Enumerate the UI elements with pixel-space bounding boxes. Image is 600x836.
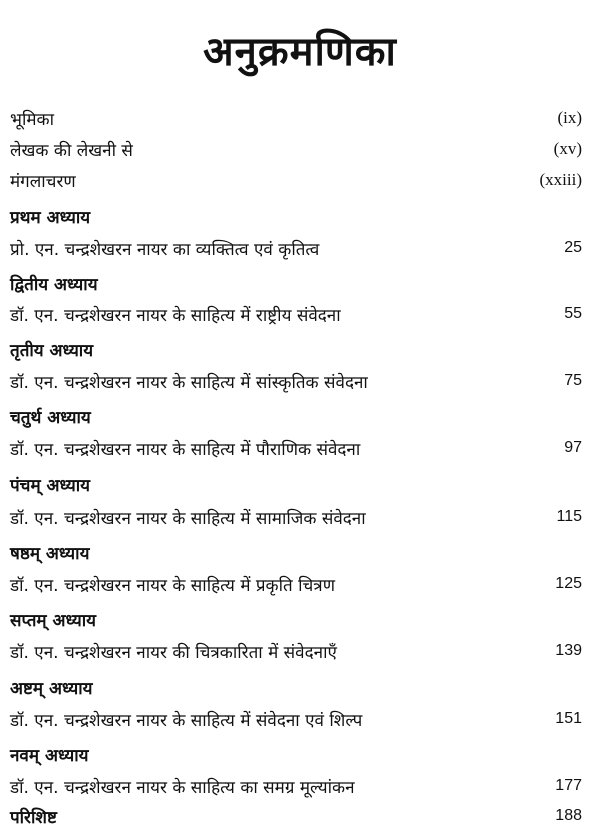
toc-entry-chapter	[10, 433, 582, 463]
toc-entry-chapter	[10, 233, 582, 263]
entry-label: प्रो. एन. चन्द्रशेखरन नायर का व्यक्तित्व एवं कृतित्व	[10, 239, 320, 260]
entry-label: डॉ. एन. चन्द्रशेखरन नायर के साहित्य में पौराणिक संवेदना	[10, 439, 361, 460]
entry-page-number: 25	[564, 239, 582, 256]
chapter-heading: अष्टम् अध्याय	[10, 678, 93, 699]
chapter-heading: द्वितीय अध्याय	[10, 274, 98, 295]
toc-entry-chapter	[10, 771, 582, 801]
chapter-heading: प्रथम अध्याय	[10, 207, 91, 228]
entry-page-number: 55	[564, 305, 582, 322]
toc-entry-appendix	[10, 801, 582, 831]
entry-label: मंगलाचरण	[10, 171, 76, 192]
entry-page-number: 177	[555, 777, 582, 794]
entry-page-number: 125	[555, 575, 582, 592]
chapter-heading: चतुर्थ अध्याय	[10, 407, 91, 428]
entry-label: डॉ. एन. चन्द्रशेखरन नायर के साहित्य में संवेदना एवं शिल्प	[10, 710, 363, 731]
toc-entry-chapter	[10, 299, 582, 329]
toc-entry-invocation	[10, 165, 582, 195]
entry-page-number: 139	[555, 642, 582, 659]
entry-label: डॉ. एन. चन्द्रशेखरन नायर के साहित्य का समग्र मूल्यांकन	[10, 777, 355, 798]
chapter-heading: षष्ठम् अध्याय	[10, 543, 90, 564]
entry-page-number: (xxiii)	[539, 170, 582, 189]
page-title: अनुक्रमणिका	[203, 29, 397, 75]
toc-entry-preface	[10, 103, 582, 133]
entry-page-number: 115	[556, 508, 582, 525]
toc-entry-chapter	[10, 366, 582, 396]
entry-label: डॉ. एन. चन्द्रशेखरन नायर के साहित्य में सांस्कृतिक संवेदना	[10, 372, 368, 393]
toc-entry-author-note	[10, 134, 582, 164]
chapter-heading: नवम् अध्याय	[10, 745, 89, 766]
entry-label: डॉ. एन. चन्द्रशेखरन नायर के साहित्य में राष्ट्रीय संवेदना	[10, 305, 341, 326]
toc-entry-chapter	[10, 569, 582, 599]
entry-page-number: (xv)	[553, 139, 582, 158]
entry-label: डॉ. एन. चन्द्रशेखरन नायर के साहित्य में सामाजिक संवेदना	[10, 508, 366, 529]
entry-label: भूमिका	[10, 109, 54, 130]
entry-page-number: 151	[555, 710, 582, 727]
toc-entry-chapter	[10, 636, 582, 666]
chapter-heading: तृतीय अध्याय	[10, 340, 94, 361]
toc-entry-chapter	[10, 502, 582, 532]
entry-page-number: 75	[564, 372, 582, 389]
entry-label: लेखक की लेखनी से	[10, 140, 133, 161]
chapter-heading: पंचम् अध्याय	[10, 475, 91, 496]
entry-page-number: 97	[564, 439, 582, 456]
entry-label: परिशिष्ट	[10, 807, 57, 828]
entry-page-number: 188	[555, 807, 582, 824]
entry-page-number: (ix)	[557, 108, 582, 127]
entry-label: डॉ. एन. चन्द्रशेखरन नायर की चित्रकारिता में संवेदनाएँ	[10, 642, 337, 663]
chapter-heading: सप्तम् अध्याय	[10, 610, 97, 631]
entry-label: डॉ. एन. चन्द्रशेखरन नायर के साहित्य में प्रकृति चित्रण	[10, 575, 335, 596]
toc-entry-chapter	[10, 704, 582, 734]
